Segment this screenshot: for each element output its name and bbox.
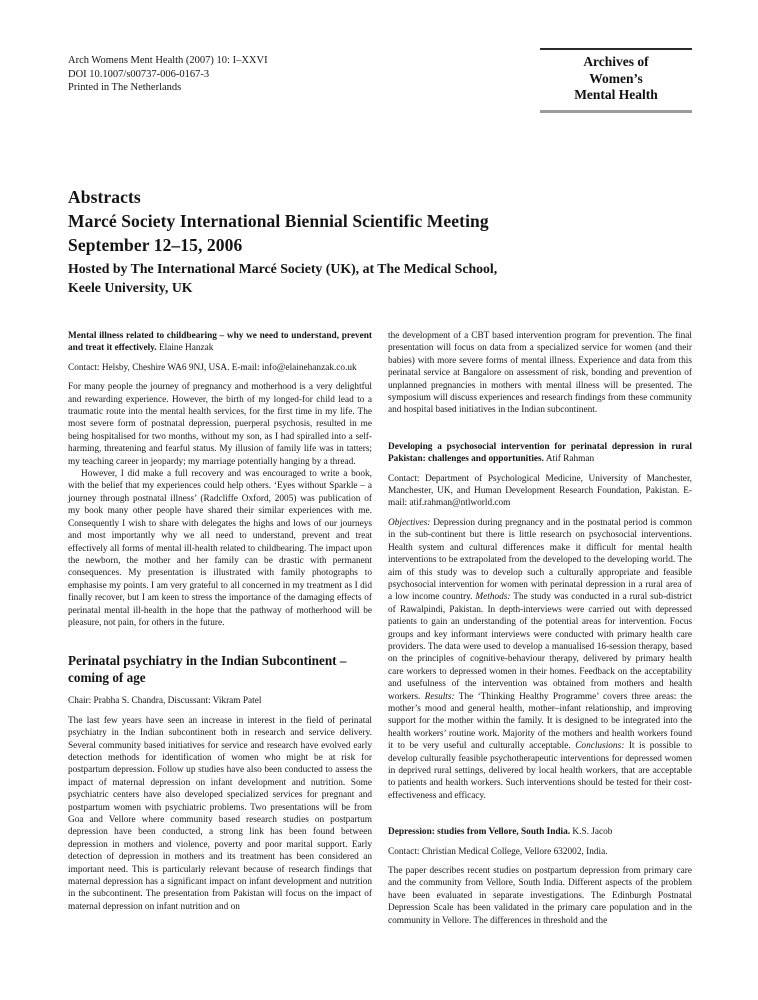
right-column bbox=[388, 330, 692, 927]
abstract-contact: Contact: Christian Medical College, Vellore 632002, India. bbox=[388, 846, 608, 857]
continuation-paragraph: the development of a CBT based intervention program for prevention. The final presentation will focus on data from a specialized service for women (and their babies) with more severe forms of mental illness. Experience and data from this perinatal service at Bangalore on assessment of risk, bonding and prevention of unplanned pregnancies in mothers with mental illness will be presented. The symposium will discuss experiences and research findings from these community and hospital based initiatives in the Indian subcontinent. bbox=[388, 331, 692, 416]
abstract-title: Developing a psychosocial intervention for perinatal depression in rural Pakistan: challenges and opportunities. bbox=[388, 441, 692, 465]
abstract-title: Mental illness related to childbearing – why we need to understand, prevent and treat it effectively. bbox=[68, 331, 372, 354]
abstract-paragraph: However, I did make a full recovery and was encouraged to write a book, with the belief that my experiences could help others. ‘Eyes without Sparkle – a journey through postnatal illness’ (Radcliffe Oxford, 2005) was publication of my book many other people have shared their similar experiences with me. Consequently I wish to share with delegates the highs and lows of our journeys and most importantly why we all need to understand, prevent and treat effectively all forms of mental ill-health related to childbearing. The impact upon the newborn, the mother and her family can be drastic with permanent consequences. My presentation is illustrated with family photographs to emphasise my points. I am very grateful to all concerned in my treatment as I did finally recover, but I am keen to stress the importance of the damaging effects of perinatal mental ill-health in the hope that the pathway of motherhood will be pleasure, not pain, for others in the future. bbox=[68, 469, 372, 628]
abstract-contact: Contact: Department of Psychological Medicine, University of Manchester, Manchester, UK, and Human Development Research Foundation, Pakistan. E-mail: atif.rahman@ntlworld.com bbox=[388, 473, 692, 509]
abstract-paragraph: The paper describes recent studies on postpartum depression from primary care and the community from Vellore, South India. Different aspects of the problem have been evaluated in separate investigations. The Edinburgh Postnatal Depression Scale has been validated in the primary care population and in the community in Vellore. The differences in threshold and the bbox=[388, 866, 692, 926]
symposium-body bbox=[68, 715, 372, 914]
abstract-title-line bbox=[68, 330, 372, 355]
abstract-jacob bbox=[388, 826, 692, 927]
abstract-hanzak bbox=[68, 330, 372, 629]
doi-line: DOI 10.1007/s00737-006-0167-3 bbox=[68, 68, 210, 80]
symposium-heading: Perinatal psychiatry in the Indian Subcontinent – coming of age bbox=[68, 653, 347, 685]
journal-logo-line-1: Archives of bbox=[583, 54, 649, 69]
abstracts-body bbox=[68, 330, 692, 927]
abstract-body bbox=[388, 865, 692, 927]
abstract-body bbox=[388, 517, 692, 802]
title-block bbox=[68, 185, 692, 297]
meeting-dates: September 12–15, 2006 bbox=[68, 235, 243, 255]
symposium-continuation bbox=[388, 330, 692, 417]
abstract-title: Depression: studies from Vellore, South India. bbox=[388, 827, 571, 838]
journal-citation: Arch Womens Ment Health (2007) 10: I–XXVI bbox=[68, 55, 268, 66]
symposium-paragraph: The last few years have seen an increase in interest in the field of perinatal psychiatry in the Indian subcontinent both in research and service delivery. Several community based initiatives for service and research have evolved early detection methods for identification of women who might be at risk for postpartum depression. Follow up studies have also been conducted to assess the impact of maternal depression on infant development and nutrition. Some psychiatric centers have also developed specialized services for pregnant and postpartum women with psychiatric problems. Two presentations will be from Goa and Vellore where community based research studies on postpartum depression have been conducted, a strong link has been found between depression in mothers and violence, poverty and poor marital support. Early detection of depression in mothers and its treatment has been considered an important need. This is particularly relevant because of research findings that maternal depression has a significant impact on infant development and nutrition in the subcontinent. The presentation from Pakistan will focus on the impact of maternal depression on infant nutrition and on bbox=[68, 715, 372, 912]
abstract-authors: Elaine Hanzak bbox=[156, 343, 214, 354]
header-imprint bbox=[68, 54, 268, 95]
abstract-title-line bbox=[388, 826, 692, 838]
journal-logo bbox=[540, 48, 692, 113]
meeting-title: Marcé Society International Biennial Scientific Meeting bbox=[68, 211, 489, 231]
abstracts-heading: Abstracts bbox=[68, 187, 141, 207]
abstract-rahman bbox=[388, 441, 692, 802]
abstract-paragraph: For many people the journey of pregnancy and motherhood is a very delightful and rewarding experience. However, the birth of my longed-for child lead to a traumatic route into the mental health services, for the first time in my life. The most severe form of postnatal depression, puerperal psychosis, resulted in me being hospitalised for two months, without my son, as I had spiralled into a self-harming, threatening and fearful status. My illusion of family life was in tatters; my teaching career in jeopardy; my marriage potentially hanging by a thread. bbox=[68, 382, 372, 467]
left-column bbox=[68, 330, 372, 927]
printed-in-line: Printed in The Netherlands bbox=[68, 82, 182, 93]
abstract-paragraph: Objectives: Depression during pregnancy and in the postnatal period is common in the sub-continent but there is little research on psychosocial interventions. Health system and cultural differences make it difficult for mental health interventions to be extrapolated from the developed to the developing world. The aim of this study was to develop such a culturally appropriate and feasible psychosocial intervention for women with perinatal depression in a rural area of a low income country. Methods: The study was conducted in a rural sub-district of Rawalpindi, Pakistan. In depth-interviews were carried out with depressed patients to gain an understanding of the potential areas for intervention. Focus groups and key informant interviews were conducted with primary health care providers. The data were used to develop a manualised 16-session therapy, based on the principles of cognitive-behaviour therapy, delivered by primary health care workers to depressed women in their homes. Feedback on the acceptability and usefulness of the intervention was obtained from mothers and health workers. Results: The ‘Thinking Healthy Programme’ covers three areas: the mother’s mood and general health, mother–infant relationship, and improving support for the mother within the family. It is designed to be integrated into the health workers’ routine work. Majority of the mothers and health workers found it to be very useful and culturally acceptable. Conclusions: It is possible to develop culturally feasible psychotherapeutic interventions for depressed women in deprived rural settings, delivered by local health workers, that are acceptable to patients and health workers. Such interventions should be tested for their cost-effectiveness and efficacy. bbox=[388, 517, 692, 801]
journal-logo-line-2: Women’s bbox=[589, 70, 643, 86]
host-line-1: Hosted by The International Marcé Society (UK), at The Medical School, bbox=[68, 261, 498, 276]
abstract-title-line bbox=[388, 441, 692, 466]
abstract-authors: Atif Rahman bbox=[544, 454, 595, 465]
abstract-authors: K.S. Jacob bbox=[570, 827, 613, 838]
symposium-indian-subcontinent bbox=[68, 653, 372, 913]
abstract-body bbox=[68, 381, 372, 629]
abstract-contact: Contact: Helsby, Cheshire WA6 9NJ, USA. E-mail: info@elainehanzak.co.uk bbox=[68, 362, 357, 373]
symposium-chair-line: Chair: Prabha S. Chandra, Discussant: Vikram Patel bbox=[68, 696, 262, 707]
journal-logo-line-3: Mental Health bbox=[574, 87, 658, 102]
host-line-2: Keele University, UK bbox=[68, 279, 193, 295]
